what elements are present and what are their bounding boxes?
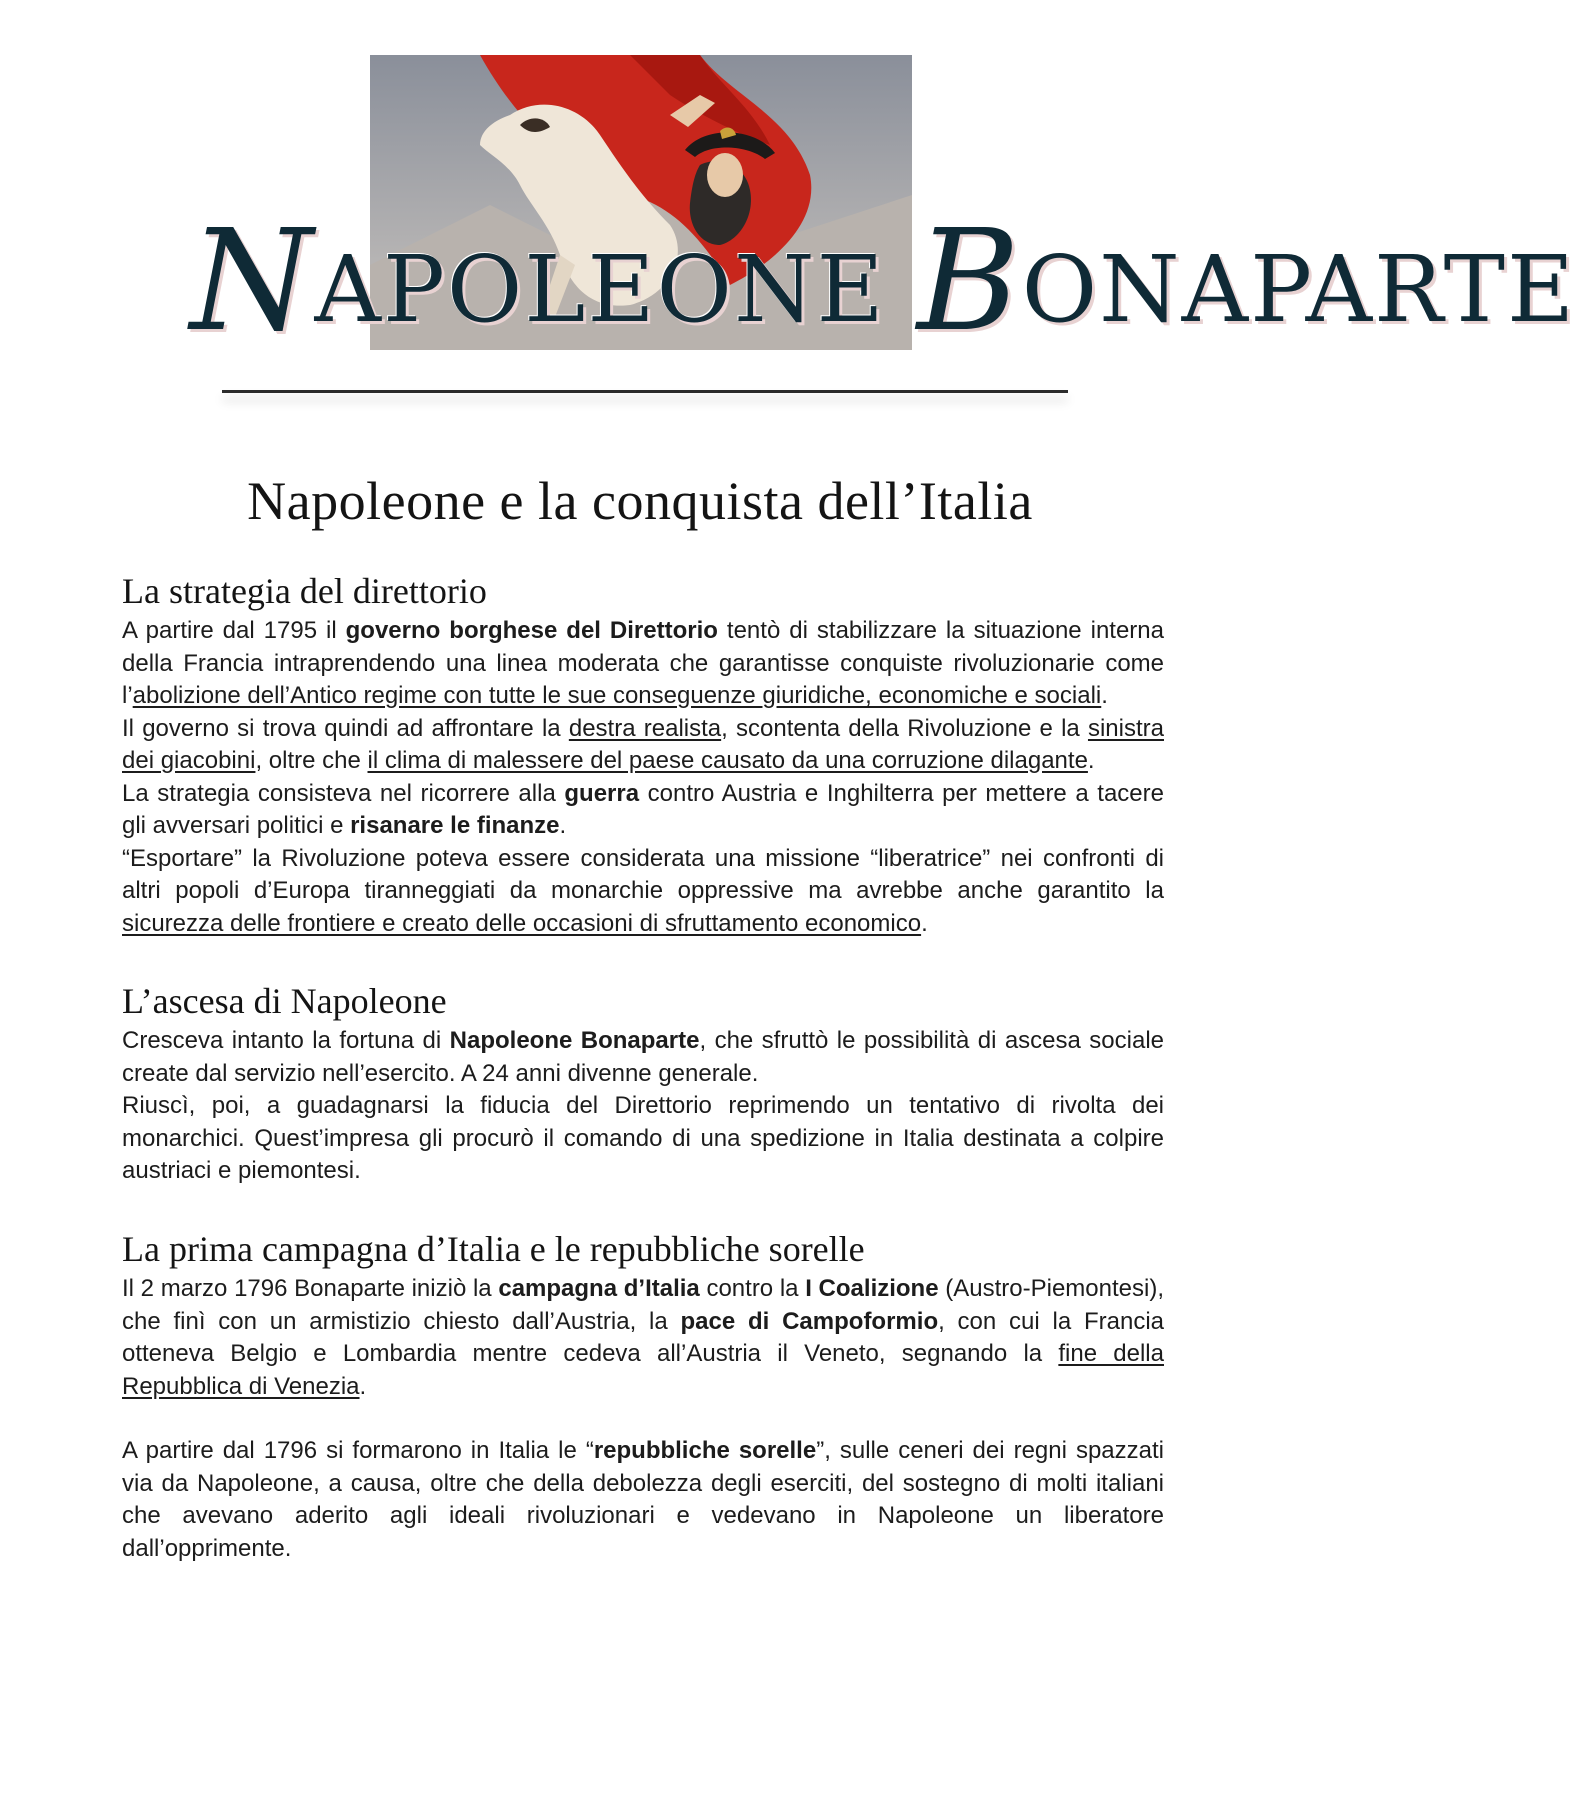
- bold-text: I Coalizione: [805, 1275, 939, 1303]
- paragraph: Riuscì, poi, a guadagnarsi la fiducia del Direttorio reprimendo un tentativo di rivolta dei monarchici. Quest’impresa gli procurò il comando di una spedizione in Italia destinata a colpire austriaci e piemontesi.: [122, 1092, 1164, 1185]
- banner-initial-b: B: [916, 200, 1022, 363]
- paragraph: [122, 1435, 1164, 1565]
- text-run: Cresceva intanto la fortuna di: [122, 1027, 450, 1055]
- paragraph: [122, 778, 1164, 843]
- header-divider: [222, 390, 1068, 393]
- text-run: contro Austria e Inghilterra per mettere a tacere gli avversari politici e: [122, 779, 1164, 840]
- text-run: tentò di stabilizzare la situazione interna della Francia intraprendendo una linea moderata che garantisse conquiste rivoluzionarie come l’: [122, 617, 1164, 710]
- underlined-text: abolizione dell’Antico regime con tutte le sue conseguenze giuridiche, economiche e sociali: [132, 682, 1102, 710]
- paragraph: [122, 1025, 1164, 1090]
- bold-text: campagna d’Italia: [498, 1275, 700, 1303]
- text-run: .: [1087, 747, 1095, 775]
- page-title: Napoleone e la conquista dell’Italia: [247, 471, 1033, 531]
- underlined-text: fine della Repubblica di Venezia: [122, 1340, 1164, 1400]
- text-run: A partire dal 1796 si formarono in Italia le “: [122, 1437, 594, 1465]
- underlined-text: sinistra dei giacobini: [122, 714, 1164, 775]
- paragraph: [122, 615, 1164, 713]
- section-heading: L’ascesa di Napoleone: [122, 981, 447, 1022]
- paragraph: [122, 1273, 1164, 1403]
- bold-text: risanare le finanze: [350, 812, 560, 840]
- text-run: .: [921, 909, 928, 937]
- bold-text: governo borghese del Direttorio: [345, 617, 718, 645]
- text-run: .: [559, 812, 567, 840]
- text-run: , che sfruttò le possibilità di ascesa sociale create dal servizio nell’esercito. A 24 anni divenne generale.: [122, 1027, 1165, 1087]
- text-run: La strategia consisteva nel ricorrere alla: [122, 779, 565, 807]
- document-body: [122, 570, 1164, 1605]
- text-run: Il governo si trova quindi ad affrontare la: [122, 714, 569, 742]
- text-run: “Esportare” la Rivoluzione poteva essere considerata una missione “liberatrice” nei confronti di altri popoli d’Europa tiranneggiati da monarchie oppressive ma avrebbe anche garantito la: [122, 844, 1164, 905]
- bold-text: repubbliche sorelle: [593, 1437, 817, 1465]
- text-run: A partire dal 1795 il: [122, 617, 346, 645]
- banner-initial-n: N: [190, 200, 315, 363]
- paragraph: [122, 843, 1164, 941]
- section-strategia: [122, 570, 1164, 940]
- banner-word-1: APOLEONE: [314, 236, 886, 343]
- section-ascesa: [122, 980, 1164, 1188]
- text-run: .: [359, 1372, 367, 1400]
- text-run: (Austro-Piemontesi), che finì con un armistizio chiesto dall’Austria, la: [122, 1275, 1164, 1335]
- text-run: Il 2 marzo 1796 Bonaparte iniziò la: [122, 1275, 499, 1303]
- paragraph: [122, 713, 1164, 778]
- text-run: contro la: [699, 1275, 806, 1303]
- section-heading: La strategia del direttorio: [122, 571, 487, 611]
- section-heading: La prima campagna d’Italia e le repubbliche sorelle: [122, 1228, 865, 1269]
- text-run: .: [1101, 682, 1108, 710]
- text-run: ”, sulle ceneri dei regni spazzati via da Napoleone, a causa, oltre che della debolezza degli eserciti, del sostegno di molti italiani che avevano aderito agli ideali rivoluzionari e vedevano in Napoleone un liberatore dall’opprimente.: [122, 1437, 1164, 1562]
- bold-text: Napoleone Bonaparte: [449, 1027, 700, 1055]
- text-run: , scontenta della Rivoluzione e la: [721, 714, 1088, 742]
- underlined-text: sicurezza delle frontiere e creato delle occasioni di sfruttamento economico: [122, 909, 922, 937]
- bold-text: guerra: [564, 779, 640, 807]
- text-run: , con cui la Francia otteneva Belgio e Lombardia mentre cedeva all’Austria il Veneto, segnando la: [122, 1307, 1164, 1368]
- text-run: , oltre che: [255, 747, 368, 775]
- banner-title: [190, 200, 1576, 363]
- underlined-text: destra realista: [568, 714, 722, 742]
- bold-text: pace di Campoformio: [680, 1307, 939, 1335]
- section-campagna: [122, 1228, 1164, 1565]
- underlined-text: il clima di malessere del paese causato da una corruzione dilagante: [367, 747, 1088, 775]
- banner-word-2: ONAPARTE: [1021, 236, 1576, 343]
